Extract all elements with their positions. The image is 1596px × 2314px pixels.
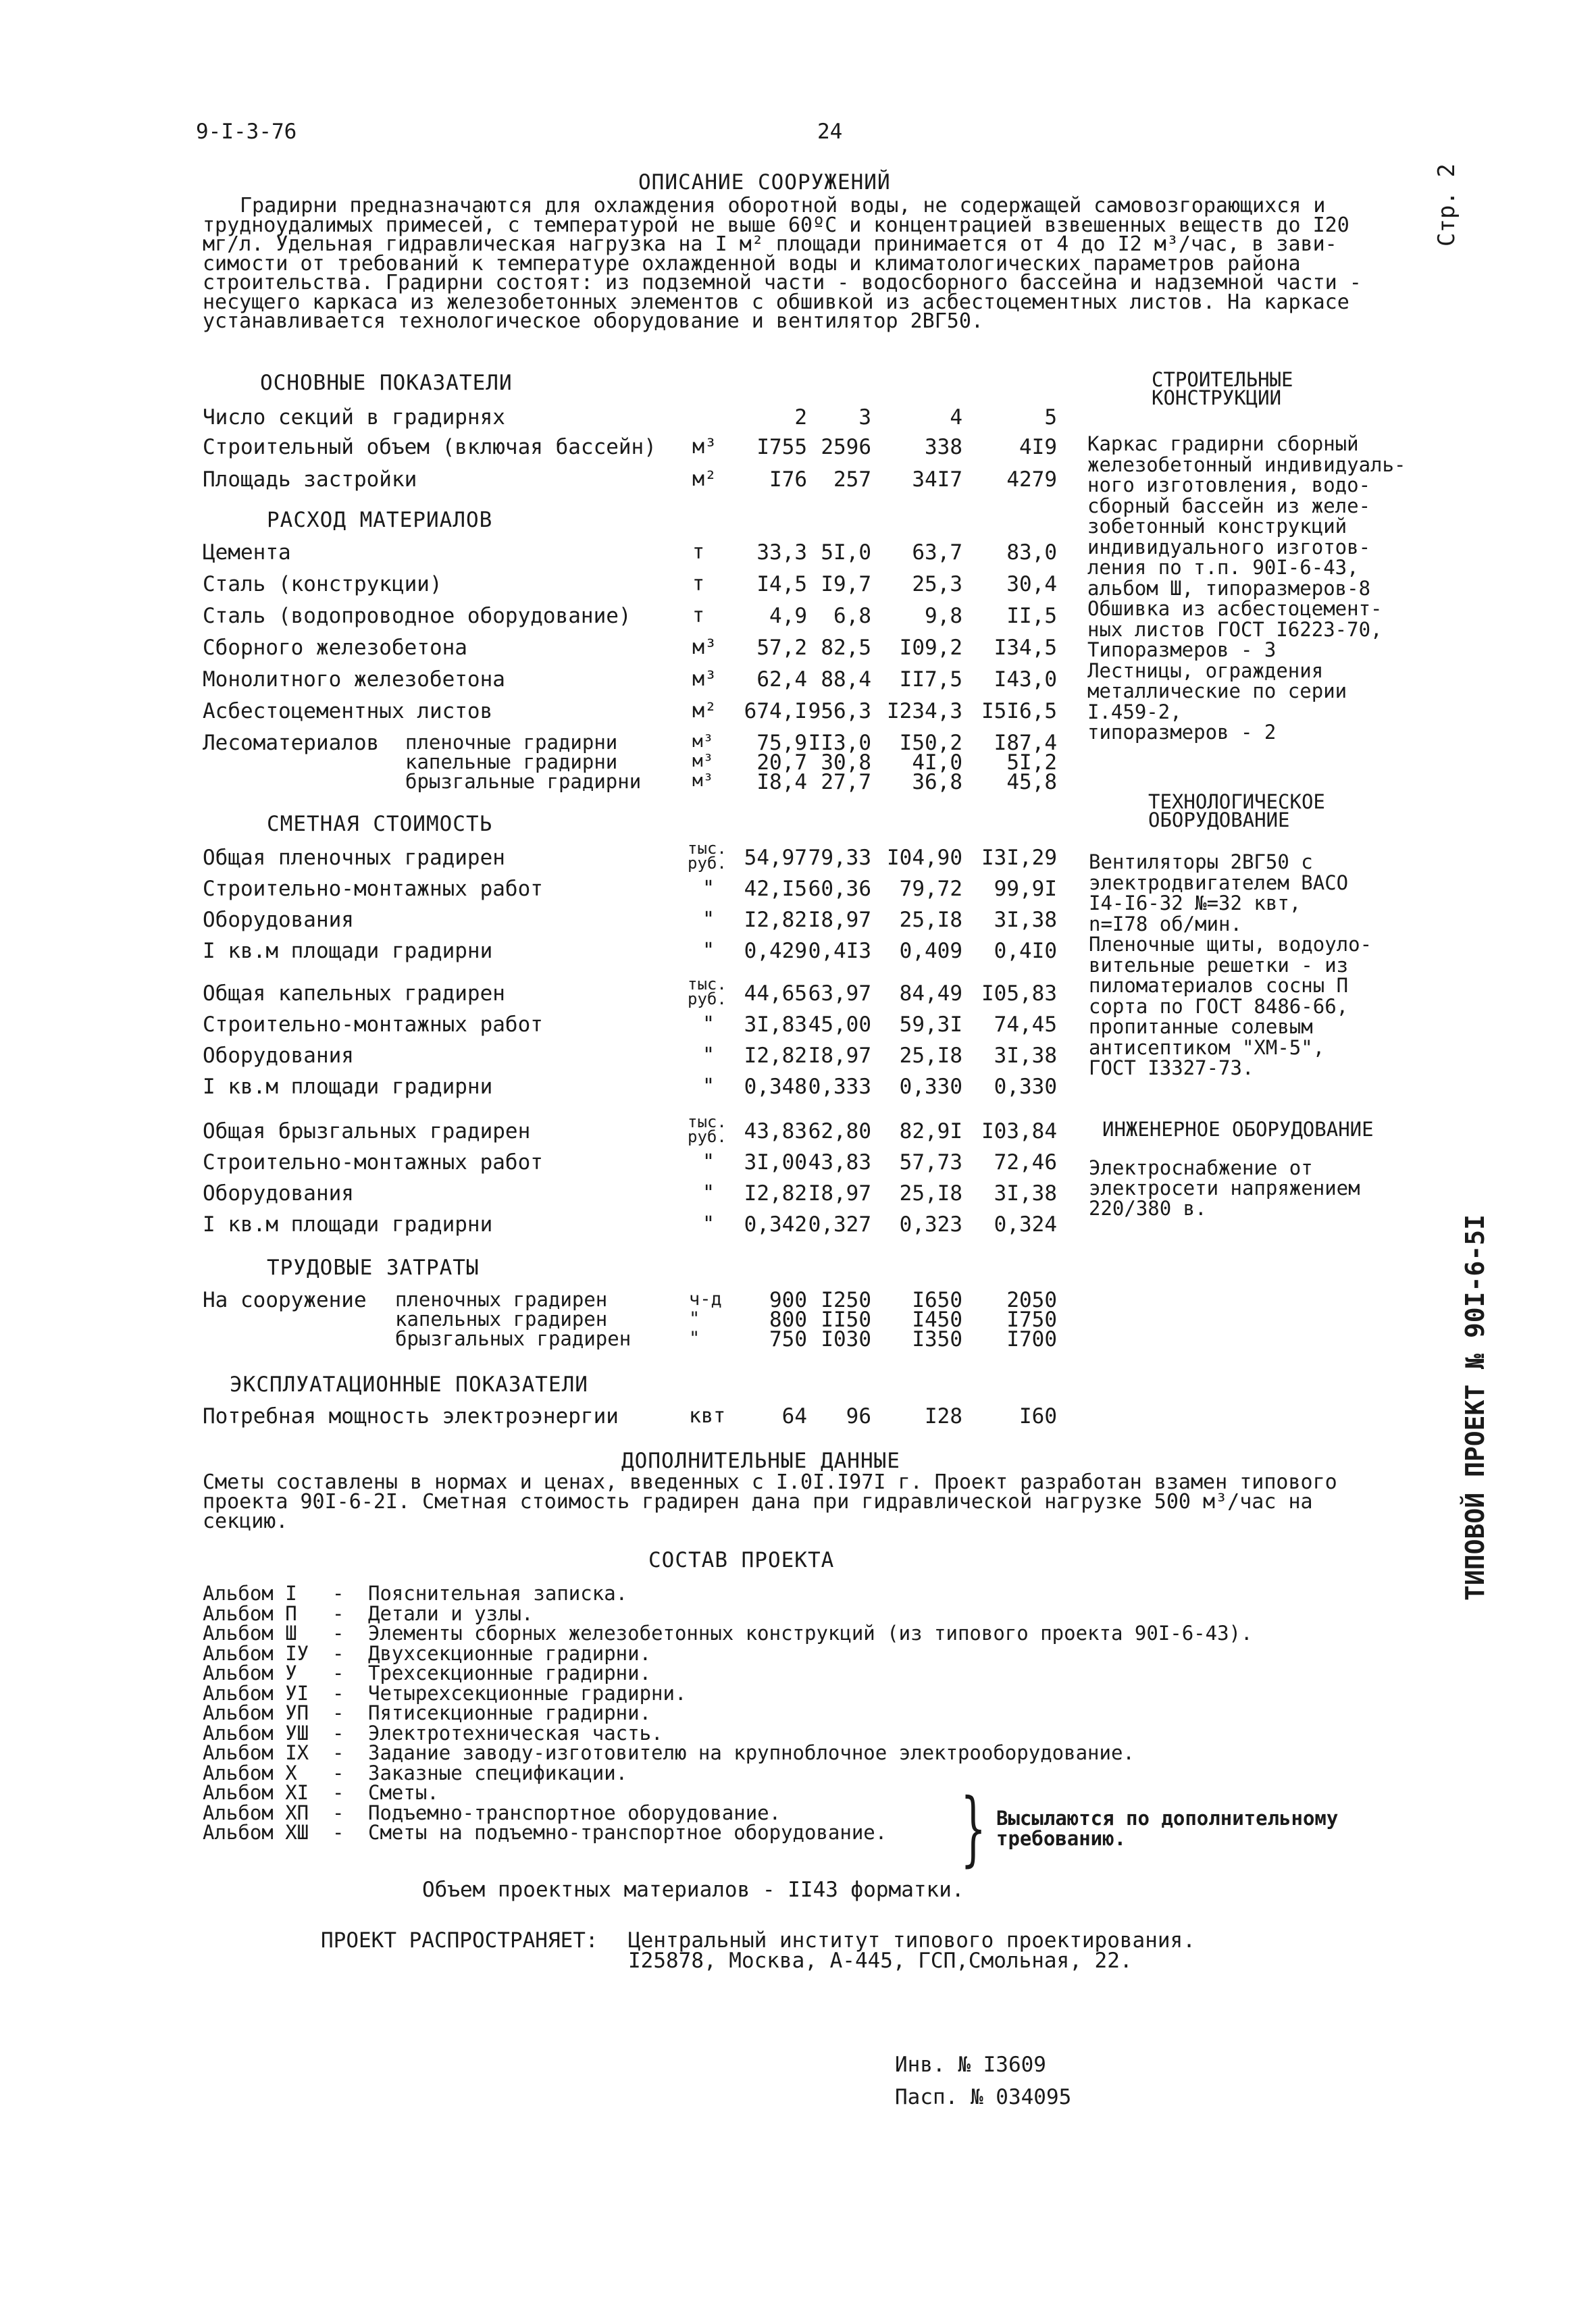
constructions-line: I.459-2, — [1087, 700, 1182, 723]
engineering-line: Электроснабжение от — [1089, 1156, 1313, 1179]
material-unit: м² — [692, 699, 717, 723]
material-value: I43,0 — [994, 667, 1057, 692]
constructions-line: ного изготовления, водо- — [1087, 473, 1371, 496]
album-dash: - — [332, 1801, 344, 1824]
cost-value: I2,82 — [744, 1181, 807, 1206]
cost-value: I2,82 — [744, 1044, 807, 1068]
description-line: Градирни предназначаются для охлаждения оборотной воды, не содержащей самовозгорающихся и — [240, 194, 1326, 217]
tech-line: пиломатериалов сосны П — [1089, 974, 1349, 997]
album-description: Сметы. — [368, 1781, 439, 1804]
material-value: I09,2 — [899, 636, 962, 660]
labor-value: I030 — [821, 1327, 871, 1352]
engineering-title: ИНЖЕНЕРНОЕ ОБОРУДОВАНИЕ — [1102, 1118, 1374, 1141]
material-value: 63,7 — [912, 540, 962, 565]
labor-value: 900 — [769, 1288, 807, 1312]
sections-count-value: 5 — [1044, 405, 1057, 430]
cost-value: 0,333 — [808, 1075, 871, 1099]
additional-line: секцию. — [203, 1510, 288, 1533]
cost-label: Общая пленочных градирен — [203, 846, 505, 870]
material-unit: т — [692, 604, 705, 627]
material-value: 62,4 — [756, 667, 807, 692]
material-value: 30,4 — [1006, 572, 1057, 596]
operation-value: 64 — [781, 1404, 807, 1429]
tech-line: Пленочные щиты, водоуло- — [1089, 933, 1372, 956]
material-label: Сталь (конструкции) — [203, 572, 442, 596]
album-description: Трехсекционные градирни. — [368, 1662, 652, 1685]
cost-value: 54,97 — [744, 846, 807, 870]
material-value: 9,8 — [925, 604, 962, 628]
lumber-value: I8,4 — [756, 770, 807, 794]
album-number: Альбом УП — [203, 1701, 309, 1724]
description-line: мг/л. Удельная гидравлическая нагрузка на I м² площади принимается от 4 до I2 м³/час, в зави- — [203, 232, 1337, 256]
cost-label: Оборудования — [203, 1181, 354, 1206]
lumber-row-label: капельные градирни — [405, 750, 618, 773]
cost-value: 84,49 — [899, 981, 962, 1006]
cost-value: 42,I5 — [744, 877, 807, 901]
constructions-line: Каркас градирни сборный — [1087, 432, 1359, 455]
lumber-value: 45,8 — [1006, 770, 1057, 794]
area-unit: м² — [692, 467, 717, 491]
material-value: 25,3 — [912, 572, 962, 596]
tech-line: вительные решетки - из — [1089, 953, 1349, 977]
operation-title: ЭКСПЛУАТАЦИОННЫЕ ПОКАЗАТЕЛИ — [230, 1372, 588, 1397]
cost-value: 99,9I — [994, 877, 1057, 901]
additional-line: проекта 90I-6-2I. Сметная стоимость градирен дана при гидравлической нагрузке 500 м³/час на — [203, 1490, 1313, 1514]
description-line: строительства. Градирни состоят: из подземной части - водосборного бассейна и надземной части - — [203, 271, 1362, 294]
lumber-value: 4I,0 — [912, 750, 962, 775]
constructions-line: альбом Ш, типоразмеров-8 — [1087, 576, 1371, 600]
cost-value: I8,97 — [808, 1181, 871, 1206]
passport-number: Пасп. № 034095 — [895, 2085, 1072, 2109]
tech-title: ТЕХНОЛОГИЧЕСКОЕ — [1148, 790, 1325, 813]
lumber-unit: м³ — [692, 731, 714, 752]
labor-value: I650 — [912, 1288, 962, 1312]
material-value: 82,5 — [821, 636, 871, 660]
tech-line: пропитанные солевым — [1089, 1015, 1313, 1038]
area-label: Площадь застройки — [203, 467, 417, 492]
album-dash: - — [332, 1701, 344, 1724]
constructions-line: ления по т.п. 90I-6-43, — [1087, 556, 1359, 579]
operation-value: I28 — [925, 1404, 962, 1429]
sections-count-value: 2 — [794, 405, 807, 430]
side-project-label: ТИПОВОЙ ПРОЕКТ № 90I-6-5I — [1460, 1214, 1490, 1601]
album-dash: - — [332, 1681, 344, 1705]
album-description: Задание заводу-изготовителю на крупноблочное электрооборудование. — [368, 1741, 1135, 1764]
lumber-row-label: брызгальные градирни — [405, 770, 642, 793]
cost-value: 3I,38 — [994, 1044, 1057, 1068]
labor-row-label: брызгальных градирен — [395, 1327, 632, 1350]
description-line: симости от требований к температуре охлажденной воды и климатологических параметров района — [203, 251, 1301, 276]
lumber-label: Лесоматериалов — [203, 731, 380, 755]
cost-value: 44,65 — [744, 981, 807, 1006]
description-line: устанавливается технологическое оборудование и вентилятор 2ВГ50. — [203, 309, 983, 333]
cost-value: I05,83 — [981, 981, 1057, 1006]
cost-value: 0,330 — [994, 1075, 1057, 1099]
document-code: 9-I-3-76 — [196, 120, 297, 144]
album-description: Детали и узлы. — [368, 1601, 534, 1625]
cost-value: 45,00 — [808, 1012, 871, 1037]
material-value: 57,2 — [756, 636, 807, 660]
album-dash: - — [332, 1741, 344, 1764]
cost-value: 3I,38 — [994, 1181, 1057, 1206]
cost-label: I кв.м площади градирни — [203, 1075, 493, 1099]
album-dash: - — [332, 1781, 344, 1804]
material-label: Монолитного железобетона — [203, 667, 505, 692]
main-title: ОСНОВНЫЕ ПОКАЗАТЕЛИ — [260, 371, 513, 395]
brace-icon: } — [960, 1782, 987, 1876]
labor-value: I750 — [1006, 1308, 1057, 1332]
volume-value: 2596 — [821, 435, 871, 459]
cost-value: 79,33 — [808, 846, 871, 870]
volume-label: Строительный объем (включая бассейн) — [203, 435, 657, 459]
area-value: 34I7 — [912, 467, 962, 492]
cost-value: 0,429 — [744, 939, 807, 963]
engineering-line: электросети напряжением — [1089, 1177, 1360, 1200]
tech-line: сорта по ГОСТ 8486-66, — [1089, 994, 1349, 1018]
labor-value: 750 — [769, 1327, 807, 1352]
cost-value: 25,I8 — [899, 1181, 962, 1206]
cost-value: I03,84 — [981, 1119, 1057, 1143]
sections-count-label: Число секций в градирнях — [203, 405, 505, 430]
tech-line: n=I78 об/мин. — [1089, 912, 1242, 935]
material-unit: т — [692, 540, 705, 564]
engineering-line: 220/380 в. — [1089, 1197, 1207, 1220]
constructions-line: Обшивка из асбестоцемент- — [1087, 597, 1383, 620]
cost-label: Оборудования — [203, 908, 354, 932]
material-unit: м³ — [692, 636, 717, 659]
album-dash: - — [332, 1761, 344, 1784]
cost-label: I кв.м площади градирни — [203, 939, 493, 963]
material-value: I34,5 — [994, 636, 1057, 660]
material-label: Асбестоцементных листов — [203, 699, 493, 723]
cost-value: 0,330 — [899, 1075, 962, 1099]
album-description: Электротехническая часть. — [368, 1721, 663, 1745]
cost-value: 0,4I3 — [808, 939, 871, 963]
album-description: Пояснительная записка. — [368, 1582, 628, 1605]
lumber-value: I50,2 — [899, 731, 962, 755]
constructions-line: индивидуального изготов- — [1087, 535, 1371, 559]
lumber-value: 5I,2 — [1006, 750, 1057, 775]
area-value: 4279 — [1006, 467, 1057, 492]
album-dash: - — [332, 1721, 344, 1745]
album-dash: - — [332, 1821, 344, 1844]
constructions-line: типоразмеров - 2 — [1087, 721, 1277, 744]
volume-value: I755 — [756, 435, 807, 459]
cost-value: 25,I8 — [899, 908, 962, 932]
operation-value: I60 — [1019, 1404, 1057, 1429]
cost-value: 82,9I — [899, 1119, 962, 1143]
tech-line: ГОСТ I3327-73. — [1089, 1056, 1254, 1079]
operation-unit: квт — [689, 1404, 726, 1428]
volume-value: 338 — [925, 435, 962, 459]
album-note-line1: Высылаются по дополнительному — [996, 1807, 1339, 1830]
cost-unit: " — [702, 908, 715, 931]
materials-title: РАСХОД МАТЕРИАЛОВ — [267, 508, 493, 532]
lumber-value: 20,7 — [756, 750, 807, 775]
labor-unit: " — [689, 1328, 700, 1349]
album-number: Альбом ХI — [203, 1781, 309, 1804]
labor-row-label: пленочных градирен — [395, 1288, 608, 1311]
cost-value: I3I,29 — [981, 846, 1057, 870]
album-dash: - — [332, 1641, 344, 1665]
album-note-line2: требованию. — [996, 1827, 1127, 1850]
album-dash: - — [332, 1601, 344, 1625]
distributor-address: I25878, Москва, А-445, ГСП,Смольная, 22. — [628, 1949, 1133, 1973]
description-title: ОПИСАНИЕ СООРУЖЕНИЙ — [638, 170, 891, 195]
cost-value: 74,45 — [994, 1012, 1057, 1037]
cost-value: 0,348 — [744, 1075, 807, 1099]
cost-value: 79,72 — [899, 877, 962, 901]
album-number: Альбом УШ — [203, 1721, 309, 1745]
description-line: трудноудалимых примесей, с температурой не выше 60ºС и концентрацией взвешенных веществ до I20 — [203, 213, 1349, 237]
material-value: II,5 — [1006, 604, 1057, 628]
tech-title: ОБОРУДОВАНИЕ — [1148, 808, 1290, 831]
composition-title: СОСТАВ ПРОЕКТА — [648, 1548, 835, 1572]
cost-value: 0,323 — [899, 1212, 962, 1237]
material-unit: м³ — [692, 667, 717, 691]
cost-value: 0,327 — [808, 1212, 871, 1237]
cost-value: 0,342 — [744, 1212, 807, 1237]
cost-value: 59,3I — [899, 1012, 962, 1037]
labor-label: На сооружение — [203, 1288, 367, 1312]
labor-unit: ч-д — [689, 1289, 722, 1310]
tech-line: антисептиком "ХМ-5", — [1089, 1035, 1325, 1059]
project-volume: Объем проектных материалов - II43 форматки. — [422, 1878, 964, 1902]
labor-value: 800 — [769, 1308, 807, 1332]
cost-value: 57,73 — [899, 1150, 962, 1175]
constructions-line: сборный бассейн из желе- — [1087, 494, 1371, 517]
sections-count-value: 3 — [858, 405, 871, 430]
operation-value: 96 — [846, 1404, 871, 1429]
cost-value: 43,83 — [808, 1150, 871, 1175]
labor-value: II50 — [821, 1308, 871, 1332]
distributor-name: Центральный институт типового проектирования. — [628, 1928, 1195, 1953]
cost-value: 62,80 — [808, 1119, 871, 1143]
material-value: 674,I — [744, 699, 807, 723]
constructions-line: зобетонный конструкций — [1087, 515, 1347, 538]
album-description: Элементы сборных железобетонных конструкций (из типового проекта 90I-6-43). — [368, 1622, 1253, 1645]
constructions-line: Лестницы, ограждения — [1087, 659, 1324, 682]
material-value: 5I,0 — [821, 540, 871, 565]
tech-line: Вентиляторы 2ВГ50 с — [1089, 850, 1313, 873]
material-value: I5I6,5 — [981, 699, 1057, 723]
side-page-label: Стр. 2 — [1433, 163, 1460, 247]
lumber-value: 75,9 — [756, 731, 807, 755]
album-description: Заказные спецификации. — [368, 1761, 628, 1784]
cost-value: I2,82 — [744, 908, 807, 932]
album-description: Пятисекционные градирни. — [368, 1701, 652, 1724]
material-value: 33,3 — [756, 540, 807, 565]
material-value: 956,3 — [808, 699, 871, 723]
cost-value: 3I,38 — [994, 908, 1057, 932]
inventory-number: Инв. № I3609 — [895, 2053, 1046, 2077]
cost-value: 60,36 — [808, 877, 871, 901]
material-label: Цемента — [203, 540, 291, 565]
album-number: Альбом УI — [203, 1681, 309, 1705]
album-number: Альбом ХШ — [203, 1821, 309, 1844]
material-label: Сталь (водопроводное оборудование) — [203, 604, 632, 628]
cost-unit: " — [702, 1150, 715, 1174]
labor-row-label: капельных градирен — [395, 1308, 608, 1331]
material-value: 83,0 — [1006, 540, 1057, 565]
lumber-value: 27,7 — [821, 770, 871, 794]
cost-value: 3I,83 — [744, 1012, 807, 1037]
album-dash: - — [332, 1662, 344, 1685]
description-line: несущего каркаса из железобетонных элементов с обшивкой из асбестоцементных листов. На каркасе — [203, 290, 1349, 314]
constructions-line: ных листов ГОСТ I6223-70, — [1087, 617, 1383, 641]
lumber-unit: м³ — [692, 751, 714, 771]
material-unit: т — [692, 572, 705, 596]
area-value: I76 — [769, 467, 807, 492]
constructions-line: Типоразмеров - 3 — [1087, 638, 1277, 661]
lumber-value: I87,4 — [994, 731, 1057, 755]
additional-title: ДОПОЛНИТЕЛЬНЫЕ ДАННЫЕ — [621, 1449, 900, 1473]
lumber-value: II3,0 — [808, 731, 871, 755]
material-value: 88,4 — [821, 667, 871, 692]
cost-label: Строительно-монтажных работ — [203, 1150, 543, 1175]
volume-unit: м³ — [692, 435, 717, 459]
labor-value: I450 — [912, 1308, 962, 1332]
cost-value: I8,97 — [808, 1044, 871, 1068]
lumber-value: 30,8 — [821, 750, 871, 775]
cost-value: I8,97 — [808, 908, 871, 932]
lumber-value: 36,8 — [912, 770, 962, 794]
material-value: I234,3 — [887, 699, 962, 723]
page-number: 24 — [817, 120, 843, 144]
material-value: I4,5 — [756, 572, 807, 596]
cost-unit: " — [702, 1212, 715, 1236]
cost-value: 0,324 — [994, 1212, 1057, 1237]
album-number: Альбом Х — [203, 1761, 297, 1784]
cost-value: I04,90 — [887, 846, 962, 870]
additional-line: Сметы составлены в нормах и ценах, введенных с I.0I.I97I г. Проект разработан взамен типового — [203, 1470, 1337, 1494]
album-number: Альбом IУ — [203, 1641, 309, 1665]
volume-value: 4I9 — [1019, 435, 1057, 459]
tech-line: электродвигателем ВАСО — [1089, 871, 1349, 894]
album-dash: - — [332, 1582, 344, 1605]
cost-title: СМЕТНАЯ СТОИМОСТЬ — [267, 812, 493, 836]
material-value: II7,5 — [899, 667, 962, 692]
labor-value: I250 — [821, 1288, 871, 1312]
album-description: Сметы на подъемно-транспортное оборудование. — [368, 1821, 887, 1844]
cost-value: 43,83 — [744, 1119, 807, 1143]
album-description: Подъемно-транспортное оборудование. — [368, 1801, 781, 1824]
operation-label: Потребная мощность электроэнергии — [203, 1404, 619, 1429]
cost-unit: " — [702, 877, 715, 900]
sections-count-value: 4 — [950, 405, 962, 430]
cost-unit: " — [702, 939, 715, 962]
album-number: Альбом I — [203, 1582, 297, 1605]
lumber-unit: м³ — [692, 771, 714, 791]
material-value: 6,8 — [833, 604, 871, 628]
cost-label: Общая брызгальных градирен — [203, 1119, 531, 1143]
labor-title: ТРУДОВЫЕ ЗАТРАТЫ — [267, 1256, 480, 1280]
labor-value: I350 — [912, 1327, 962, 1352]
album-description: Двухсекционные градирни. — [368, 1641, 652, 1665]
cost-unit: " — [702, 1012, 715, 1036]
material-value: I9,7 — [821, 572, 871, 596]
cost-unit: тыс. руб. — [688, 1112, 727, 1146]
material-value: 4,9 — [769, 604, 807, 628]
cost-unit: " — [702, 1044, 715, 1067]
tech-line: I4-I6-32 №=32 квт, — [1089, 892, 1302, 915]
cost-unit: " — [702, 1075, 715, 1098]
cost-unit: " — [702, 1181, 715, 1205]
cost-value: 3I,00 — [744, 1150, 807, 1175]
album-number: Альбом IХ — [203, 1741, 309, 1764]
cost-value: 0,4I0 — [994, 939, 1057, 963]
distributor-label: ПРОЕКТ РАСПРОСТРАНЯЕТ: — [321, 1928, 598, 1953]
album-number: Альбом ХП — [203, 1801, 309, 1824]
cost-value: 72,46 — [994, 1150, 1057, 1175]
cost-value: 63,97 — [808, 981, 871, 1006]
cost-label: Общая капельных градирен — [203, 981, 505, 1006]
album-number: Альбом У — [203, 1662, 297, 1685]
constructions-title: КОНСТРУКЦИИ — [1152, 386, 1282, 409]
cost-label: Оборудования — [203, 1044, 354, 1068]
labor-unit: " — [689, 1308, 700, 1329]
cost-label: I кв.м площади градирни — [203, 1212, 493, 1237]
labor-value: I700 — [1006, 1327, 1057, 1352]
labor-value: 2050 — [1006, 1288, 1057, 1312]
cost-unit: тыс. руб. — [688, 839, 727, 873]
cost-value: 0,409 — [899, 939, 962, 963]
constructions-line: железобетонный индивидуаль- — [1087, 453, 1406, 476]
album-description: Четырехсекционные градирни. — [368, 1681, 687, 1705]
cost-unit: тыс. руб. — [688, 975, 727, 1008]
constructions-title: СТРОИТЕЛЬНЫЕ — [1152, 368, 1293, 391]
cost-label: Строительно-монтажных работ — [203, 1012, 543, 1037]
album-number: Альбом П — [203, 1601, 297, 1625]
album-number: Альбом Ш — [203, 1622, 297, 1645]
cost-value: 25,I8 — [899, 1044, 962, 1068]
lumber-row-label: пленочные градирни — [405, 731, 618, 754]
constructions-line: металлические по серии — [1087, 679, 1347, 702]
area-value: 257 — [833, 467, 871, 492]
cost-label: Строительно-монтажных работ — [203, 877, 543, 901]
material-label: Сборного железобетона — [203, 636, 467, 660]
album-dash: - — [332, 1622, 344, 1645]
